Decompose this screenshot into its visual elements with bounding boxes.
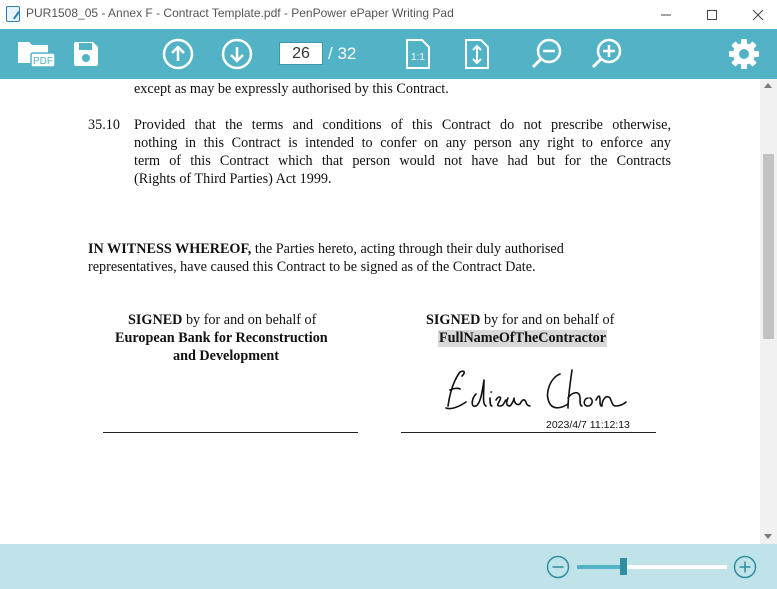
fit-height-icon xyxy=(463,38,491,70)
svg-text:1:1: 1:1 xyxy=(411,52,425,63)
zoom-out-button[interactable] xyxy=(528,36,566,72)
left-signed-line xyxy=(128,312,316,329)
svg-text:PDF: PDF xyxy=(33,56,53,67)
text-line: except as may be expressly authorised by this Contract. xyxy=(134,81,449,97)
scroll-up-arrow-icon[interactable] xyxy=(764,83,772,88)
close-icon xyxy=(752,9,764,21)
minimize-icon xyxy=(660,9,672,21)
actual-size-button[interactable] xyxy=(399,36,437,72)
left-party-line-1: European Bank for Reconstruction xyxy=(115,330,328,346)
maximize-icon xyxy=(706,9,718,21)
clause-line-2: nothing in this Contract is intended to confer on any person any right to enforce any xyxy=(134,135,671,151)
scroll-down-arrow-icon[interactable] xyxy=(764,534,772,539)
document-viewport[interactable] xyxy=(0,79,777,544)
left-signed-text: by for and on behalf of xyxy=(182,312,317,328)
arrow-down-circle-icon xyxy=(221,38,253,70)
close-button[interactable] xyxy=(735,0,777,29)
save-button[interactable] xyxy=(67,36,105,72)
right-signed-text: by for and on behalf of xyxy=(480,312,615,328)
zoom-slider-track[interactable] xyxy=(577,565,727,569)
actual-size-icon xyxy=(404,38,432,70)
folder-pdf-icon xyxy=(15,38,57,70)
clause-line-1: Provided that the terms and conditions of this Contract do not prescribe otherwise, xyxy=(134,117,671,133)
next-page-button[interactable] xyxy=(218,36,256,72)
zoom-bar xyxy=(0,544,777,589)
witness-text: the Parties hereto, acting through their duly authorised xyxy=(251,241,564,257)
gear-icon xyxy=(728,38,760,70)
left-party-line-2: and Development xyxy=(173,348,280,364)
window-title: PUR1508_05 - Annex F - Contract Template.pdf - PenPower ePaper Writing Pad xyxy=(26,6,454,20)
handwritten-signature xyxy=(440,364,635,419)
pdf-page xyxy=(0,79,760,544)
left-signature-line xyxy=(103,432,358,433)
open-pdf-button[interactable] xyxy=(14,36,58,72)
zoom-plus-icon[interactable] xyxy=(733,555,757,579)
witness-heading: IN WITNESS WHEREOF, xyxy=(88,241,252,257)
contractor-name-field[interactable]: FullNameOfTheContractor xyxy=(439,330,607,346)
left-signed-label: SIGNED xyxy=(128,312,183,328)
page-number-input[interactable]: 26 xyxy=(279,42,323,65)
zoom-in-icon xyxy=(590,37,624,71)
save-icon xyxy=(72,40,100,68)
zoom-in-button[interactable] xyxy=(588,36,626,72)
zoom-slider-handle[interactable] xyxy=(620,558,627,575)
vertical-scrollbar[interactable] xyxy=(760,79,777,544)
scrollbar-thumb[interactable] xyxy=(763,154,774,339)
zoom-minus-icon[interactable] xyxy=(546,555,570,579)
fit-height-button[interactable] xyxy=(458,36,496,72)
right-signed-line xyxy=(426,312,614,329)
clause-number: 35.10 xyxy=(88,117,120,133)
page-total: / 32 xyxy=(328,44,357,63)
previous-page-button[interactable] xyxy=(159,36,197,72)
app-logo-icon xyxy=(6,6,20,22)
maximize-button[interactable] xyxy=(689,0,735,29)
zoom-slider-fill xyxy=(577,565,624,569)
clause-line-4: (Rights of Third Parties) Act 1999. xyxy=(134,171,332,187)
signature-timestamp: 2023/4/7 11:12:13 xyxy=(546,419,630,431)
right-signature-line xyxy=(401,432,656,433)
zoom-out-icon xyxy=(530,37,564,71)
arrow-up-circle-icon xyxy=(162,38,194,70)
clause-line-3: term of this Contract which that person would not have had but for the Contracts xyxy=(134,153,671,169)
witness-line-1 xyxy=(88,241,671,258)
witness-line-2: representatives, have caused this Contract to be signed as of the Contract Date. xyxy=(88,259,536,275)
right-signed-label: SIGNED xyxy=(426,312,481,328)
minimize-button[interactable] xyxy=(643,0,689,29)
toolbar xyxy=(0,29,777,79)
title-bar xyxy=(0,0,777,29)
settings-button[interactable] xyxy=(725,36,763,72)
